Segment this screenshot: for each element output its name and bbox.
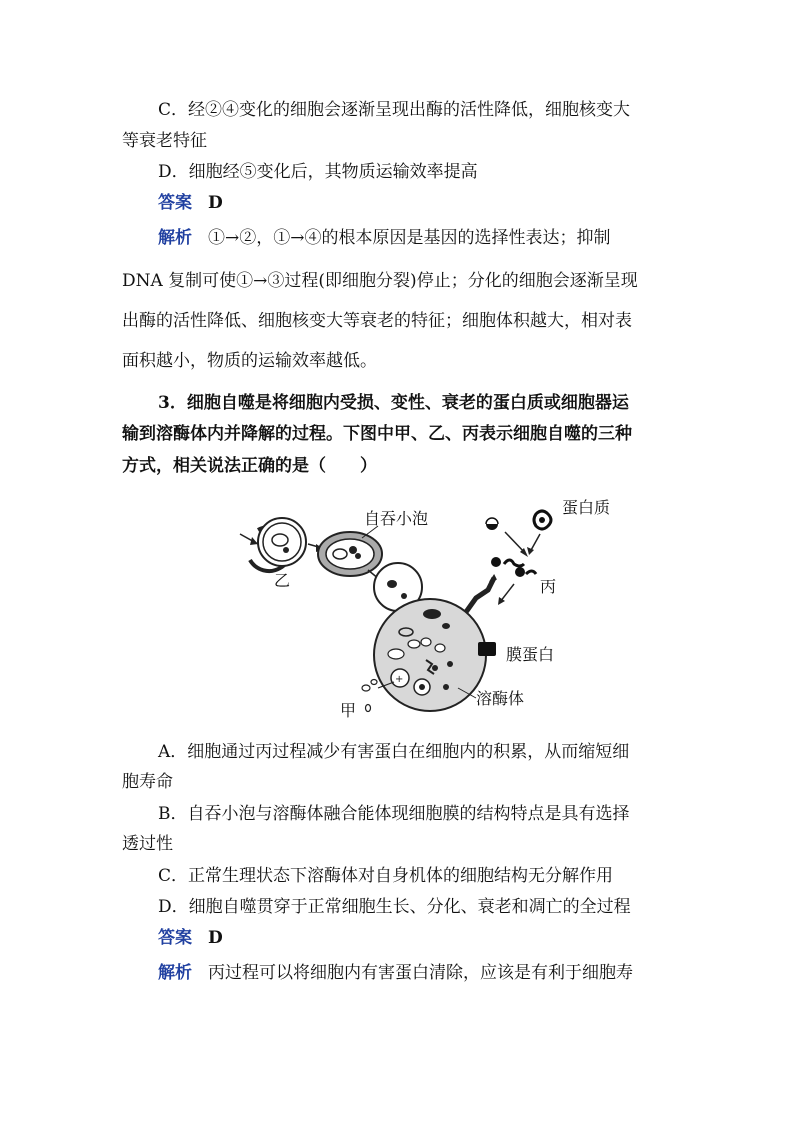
q3-stem-line3: 方式，相关说法正确的是（ ） xyxy=(122,456,377,476)
label-yi: 乙 xyxy=(274,571,291,590)
label-lysosome: 溶酶体 xyxy=(476,689,525,708)
label-protein: 蛋白质 xyxy=(562,498,611,517)
label-membrane-protein: 膜蛋白 xyxy=(506,645,555,664)
option-d: D．细胞自噬贯穿于正常细胞生长、分化、衰老和凋亡的全过程 xyxy=(158,897,631,917)
explanation-line4: 面积越小，物质的运输效率越低。 xyxy=(122,351,377,371)
label-autophagosome: 自吞小泡 xyxy=(364,509,429,528)
option-a-line1: A．细胞通过丙过程减少有害蛋白在细胞内的积累，从而缩短细 xyxy=(158,742,630,762)
explanation-label: 解析 xyxy=(158,228,192,248)
answer-label: 答案 xyxy=(158,928,192,948)
option-a-line2: 胞寿命 xyxy=(122,772,173,792)
option-c-line1: C．经②④变化的细胞会逐渐呈现出酶的活性降低，细胞核变大 xyxy=(158,100,631,120)
option-b-line2: 透过性 xyxy=(122,834,173,854)
explanation-text: ①→②，①→④的根本原因是基因的选择性表达；抑制 xyxy=(208,228,611,248)
explanation-line3: 出酶的活性降低、细胞核变大等衰老的特征；细胞体积越大，相对表 xyxy=(122,311,632,331)
explanation-label: 解析 xyxy=(158,963,192,983)
q3-stem-line2: 输到溶酶体内并降解的过程。下图中甲、乙、丙表示细胞自噬的三种 xyxy=(122,424,632,444)
option-b-line1: B．自吞小泡与溶酶体融合能体现细胞膜的结构特点是具有选择 xyxy=(158,804,630,824)
svg-text:+: + xyxy=(395,674,404,685)
q3-answer-row xyxy=(158,928,678,948)
option-c-line2: 等衰老特征 xyxy=(122,131,207,151)
explanation-line1 xyxy=(158,228,678,248)
answer-value: D xyxy=(208,193,223,213)
membrane-protein xyxy=(478,642,496,656)
q3-explanation-line1 xyxy=(158,963,678,983)
answer-row xyxy=(158,193,678,213)
answer-label: 答案 xyxy=(158,193,192,213)
option-c: C．正常生理状态下溶酶体对自身机体的细胞结构无分解作用 xyxy=(158,866,614,886)
option-d: D．细胞经⑤变化后，其物质运输效率提高 xyxy=(158,162,478,182)
forming-vesicle xyxy=(258,518,306,566)
explanation-text: 丙过程可以将细胞内有害蛋白清除，应该是有利于细胞寿 xyxy=(208,963,633,983)
explanation-line2: DNA 复制可使①→③过程(即细胞分裂)停止；分化的细胞会逐渐呈现 xyxy=(122,271,638,291)
answer-value: D xyxy=(208,928,223,948)
label-bing: 丙 xyxy=(540,577,557,596)
label-jia: 甲 xyxy=(340,701,357,720)
q3-stem-line1: 3．细胞自噬是将细胞内受损、变性、衰老的蛋白质或细胞器运 xyxy=(158,393,629,413)
